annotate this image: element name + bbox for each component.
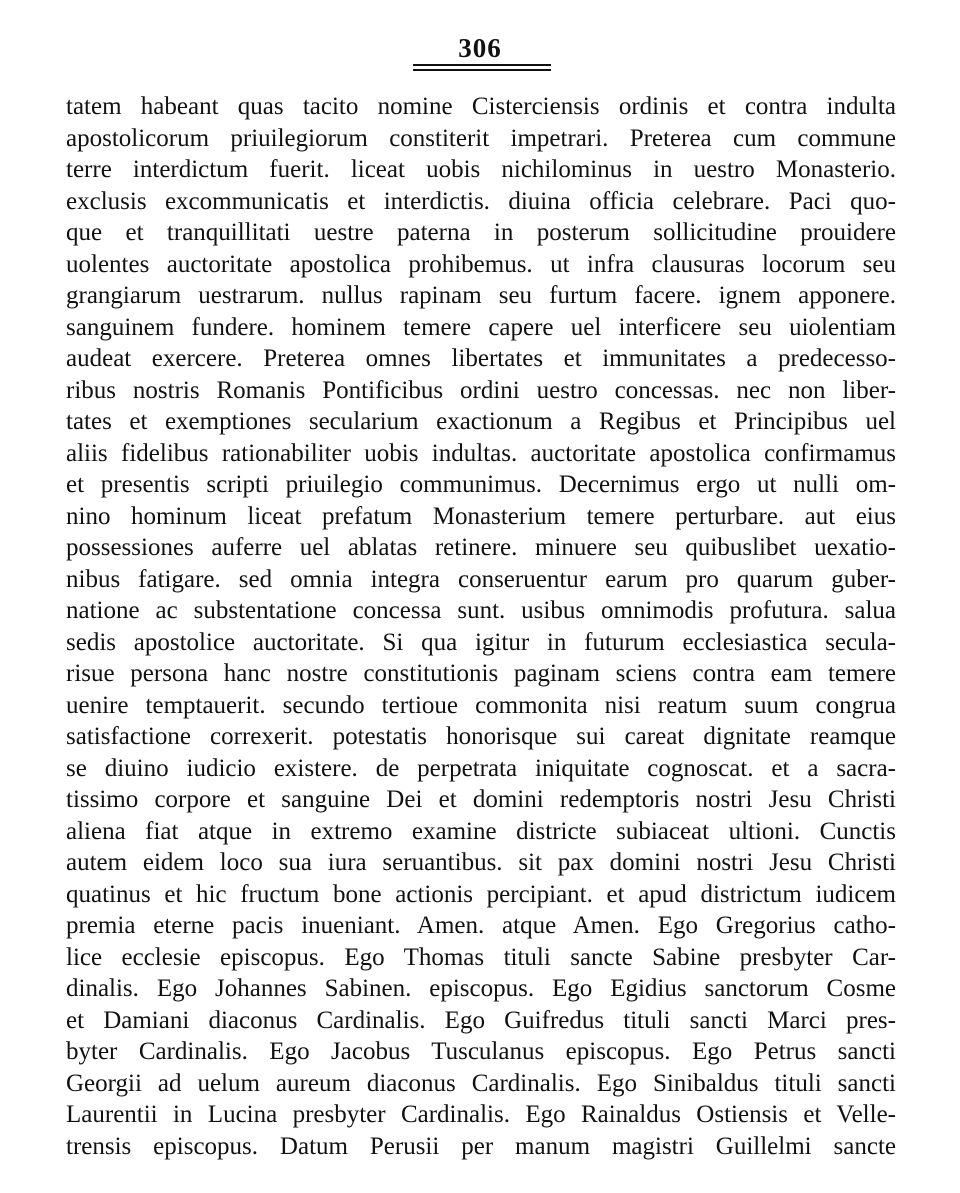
body-text [66,91,896,1162]
text-line: terre interdictum fuerit. liceat uobis nichilominus in uestro Monasterio. [66,156,896,183]
page-number: 306 [458,33,502,63]
text-line: uenire temptauerit. secundo tertioue commonita nisi reatum suum congrua [66,691,896,719]
page-number-rule-bottom [413,69,551,71]
text-line: se diuino iudicio existere. de perpetrata iniquitate cognoscat. et a sacra- [66,754,896,782]
text-line: Laurentii in Lucina presbyter Cardinalis. Ego Rainaldus Ostiensis et Velle- [66,1101,896,1128]
text-line: nibus fatigare. sed omnia integra conseruentur earum pro quarum guber- [66,565,896,593]
text-line: quatinus et hic fructum bone actionis percipiant. et apud districtum iudicem [66,880,896,908]
text-line: que et tranquillitati uestre paterna in posterum sollicitudine prouidere [66,219,896,246]
text-line: byter Cardinalis. Ego Jacobus Tusculanus episcopus. Ego Petrus sancti [66,1038,896,1065]
text-line: Georgii ad uelum aureum diaconus Cardinalis. Ego Sinibaldus tituli sancti [66,1069,896,1097]
text-line: aliis fidelibus rationabiliter uobis indultas. auctoritate apostolica confirmamus [66,439,896,467]
text-line: exclusis excommunicatis et interdictis. diuina officia celebrare. Paci quo- [66,187,896,215]
text-line: dinalis. Ego Johannes Sabinen. episcopus. Ego Egidius sanctorum Cosme [66,975,896,1002]
text-line: nino hominum liceat prefatum Monasterium temere perturbare. aut eius [66,502,896,530]
text-line: possessiones auferre uel ablatas retinere. minuere seu quibuslibet uexatio- [66,534,896,561]
text-line: tates et exemptiones secularium exactionum a Regibus et Principibus uel [66,408,896,435]
text-line: aliena fiat atque in extremo examine districte subiaceat ultioni. Cunctis [66,817,896,845]
text-line: audeat exercere. Preterea omnes libertates et immunitates a predecesso- [66,345,896,372]
text-line: et Damiani diaconus Cardinalis. Ego Guifredus tituli sancti Marci pres- [66,1006,896,1034]
text-line: premia eterne pacis inueniant. Amen. atque Amen. Ego Gregorius catho- [66,912,896,939]
text-line: et presentis scripti priuilegio communimus. Decernimus ergo ut nulli om- [66,471,896,498]
text-line: ribus nostris Romanis Pontificibus ordini uestro concessas. nec non liber- [66,376,896,404]
text-line: apostolicorum priuilegiorum constiterit impetrari. Preterea cum commune [66,124,896,152]
text-line: grangiarum uestrarum. nullus rapinam seu furtum facere. ignem apponere. [66,282,896,309]
text-line: sedis apostolice auctoritate. Si qua igitur in futurum ecclesiastica secula- [66,628,896,656]
text-line: risue persona hanc nostre constitutionis paginam sciens contra eam temere [66,660,896,687]
text-line: tatem habeant quas tacito nomine Cisterciensis ordinis et contra indulta [66,93,896,120]
text-line: satisfactione correxerit. potestatis honorisque sui careat dignitate reamque [66,723,896,750]
page-number-rule-top [413,64,551,66]
text-line: uolentes auctoritate apostolica prohibemus. ut infra clausuras locorum seu [66,250,896,278]
text-line: trensis episcopus. Datum Perusii per manum magistri Guillelmi sancte [66,1132,896,1160]
text-line: autem eidem loco sua iura seruantibus. sit pax domini nostri Jesu Christi [66,849,896,876]
text-line: lice ecclesie episcopus. Ego Thomas tituli sancte Sabine presbyter Car- [66,943,896,971]
text-line: sanguinem fundere. hominem temere capere uel interficere seu uiolentiam [66,313,896,341]
text-line: tissimo corpore et sanguine Dei et domini redemptoris nostri Jesu Christi [66,786,896,813]
text-line: natione ac substentatione concessa sunt. usibus omnimodis profutura. salua [66,597,896,624]
